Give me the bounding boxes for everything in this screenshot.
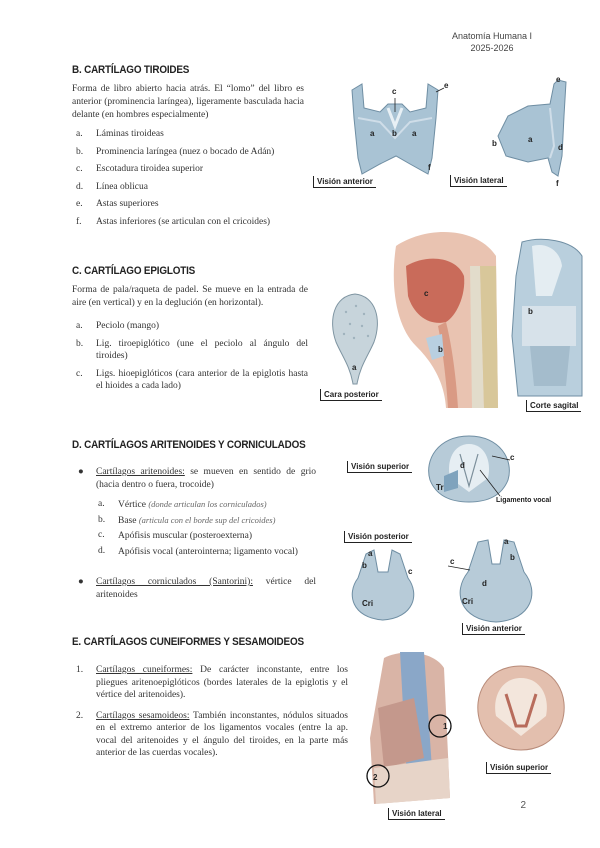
list-marker: 2. [76,710,84,721]
list-marker: a. [98,499,105,509]
ary-ant-label-c: c [450,557,455,566]
ary-ant-label-a: a [504,537,509,546]
list-text: Lig. tiroepiglótico (une el peciolo al ángulo del tiroides) [96,338,308,361]
list-item [94,545,320,559]
cuneiform-lateral-figure [364,648,460,810]
sagittal-caption: Corte sagital [526,400,581,412]
arytenoid-desc: se mueven en sentido de grio (hacia dentro o fuera, trocoide) [96,467,316,490]
cune-label-1: 1 [443,722,448,731]
thyroid-ant-label-f: f [428,163,431,172]
thyroid-lateral-figure [488,76,572,188]
section-b-intro: Forma de libro abierto hacia atrás. El “lomo” del libro es anterior (prominencia laríngea), ligeramente basculada hacia delante (en hombres especialmente) [72,84,304,120]
arytenoid-anterior-figure [448,532,544,624]
cuneiform-superior-caption: Visión superior [486,762,551,774]
ary-sup-label-tr: Tr [436,483,444,492]
ary-post-label-c: c [408,567,413,576]
list-text: También inconstantes, nódulos situados en el extremo anterior de los ligamentos vocales (entre la ap. vocal del aritenoides y el ángulo del tiroides, en la parte más anterior de las cuerdas vocales). [96,710,348,758]
list-marker: a. [76,321,83,331]
list-marker: b. [98,514,106,525]
epiglottis-posterior-caption: Cara posterior [320,389,382,401]
list-text: Apófisis muscular (posteroexterna) [118,531,253,541]
list-marker: 1. [76,665,84,675]
page-header [452,30,532,54]
section-e-title: E. CARTÍLAGOS CUNEIFORMES Y SESAMOIDEOS [72,636,304,648]
list-item [72,664,348,702]
sagittal-label-c: c [424,289,429,298]
list-text: Escotadura tiroidea superior [96,164,204,174]
ary-post-label-b: b [362,561,367,570]
list-marker: c. [98,530,105,540]
thyroid-ant-label-a2: a [412,129,417,138]
course-year: 2025-2026 [470,43,514,53]
list-item [72,216,312,229]
list-item [94,529,320,543]
section-d-sublist [94,498,320,560]
sagittal-label-b: b [438,345,443,354]
cuneiform-superior-figure [470,656,572,756]
section-e-list [72,664,348,768]
list-marker: a. [76,129,83,139]
ary-ant-label-d: d [482,579,487,588]
page-number: 2 [520,800,526,811]
section-d-title: D. CARTÍLAGOS ARITENOIDES Y CORNICULADOS [72,439,306,451]
section-b-list [72,128,312,233]
cune-label-2: 2 [373,773,378,782]
list-note: (donde articulan los corniculados) [148,499,267,509]
list-text: Prominencia laríngea (nuez o bocado de Adán) [96,146,275,157]
list-item [72,163,312,176]
thyroid-lat-label-b: b [492,139,497,148]
arytenoid-superior-caption: Visión superior [347,461,412,473]
section-c-list [72,320,308,398]
thyroid-lat-label-e: e [556,76,561,84]
section-c-intro: Forma de pala/raqueta de padel. Se mueve en la entrada de aire (en vertical) y en la deglución (en horizontal). [72,285,308,308]
list-term: Cartílagos cuneiformes: [96,665,193,675]
list-text: Astas inferiores (se articulan con el cricoides) [96,216,271,227]
list-item [72,128,312,141]
section-d-bullet-1 [72,466,316,491]
list-text: Astas superiores [96,199,159,209]
list-term: Cartílagos sesamoideos: [96,710,190,721]
list-text: Base [118,515,139,526]
thyroid-lat-label-d: d [558,143,563,152]
arytenoid-superior-figure [420,430,518,506]
list-item [72,338,308,363]
ary-post-label-cri: Cri [362,599,374,608]
ary-sup-label-c: c [510,453,515,462]
bullet-dot: ● [78,467,84,477]
thyroid-ant-label-b: b [392,129,397,138]
list-note: (articula con el borde sup del cricoides) [138,514,276,525]
course-name: Anatomía Humana I [451,31,532,41]
epiglottis-posterior-figure [324,290,386,390]
list-item [72,320,308,333]
corniculate-term: Cartílagos corniculados (Santorini): [96,577,253,587]
section-d-bullet-2 [72,576,316,601]
list-item [72,198,312,211]
arytenoid-posterior-caption: Visión posterior [344,531,412,543]
section-c-title: C. CARTÍLAGO EPIGLOTIS [72,265,196,277]
list-text: Línea oblicua [96,181,148,192]
arytenoid-anterior-caption: Visión anterior [462,623,525,635]
list-item [72,181,312,194]
list-marker: d. [98,545,106,556]
list-text: Ligs. hioepiglóticos (cara anterior de la epiglotis hasta el hioides a cada lado) [96,368,308,391]
list-item [94,498,320,512]
list-text: Apófisis vocal (anterointerna; ligamento vocal) [118,546,298,557]
list-item [94,514,320,528]
list-item [72,146,312,159]
list-marker: f. [76,216,82,227]
ligamento-vocal-label: Ligamento vocal [496,497,552,504]
list-text: De carácter inconstante, entre los pliegues aritenoepiglóticos (bordes laterales de la epiglotis y el vértice del aritenoides). [96,665,349,700]
list-marker: d. [76,181,84,192]
larynx-sag-label-b: b [528,307,533,316]
thyroid-anterior-figure [340,78,450,188]
list-text: Peciolo (mango) [96,321,160,331]
corniculate-desc: vértice del aritenoides [96,577,316,600]
thyroid-lateral-caption: Visión lateral [450,175,507,187]
arytenoid-term: Cartílagos aritenoides: [96,467,185,477]
epiglottis-post-label-a: a [352,363,357,372]
ary-sup-label-d: d [460,461,465,470]
list-text: Láminas tiroideas [96,129,164,139]
list-marker: c. [76,164,83,174]
list-marker: e. [76,199,83,209]
ary-ant-label-b: b [510,553,515,562]
thyroid-ant-label-c: c [392,87,397,96]
larynx-sagittal-figure [502,236,586,404]
list-text: Vértice [118,500,149,510]
list-item [72,368,308,393]
thyroid-lat-label-f: f [556,179,559,188]
section-b-title: B. CARTÍLAGO TIROIDES [72,64,190,76]
sagittal-head-figure [386,226,502,408]
thyroid-ant-label-e: e [444,81,449,90]
thyroid-anterior-caption: Visión anterior [313,176,376,188]
list-item [72,710,348,760]
bullet-dot: ● [78,577,84,587]
arytenoid-posterior-figure [344,544,422,624]
ary-ant-label-cri: Cri [462,597,474,606]
cuneiform-lateral-caption: Visión lateral [388,808,445,820]
thyroid-lat-label-a: a [528,135,533,144]
list-marker: b. [76,146,84,157]
list-marker: b. [76,338,84,349]
list-marker: c. [76,368,83,379]
thyroid-ant-label-a1: a [370,129,375,138]
ary-post-label-a: a [368,549,373,558]
